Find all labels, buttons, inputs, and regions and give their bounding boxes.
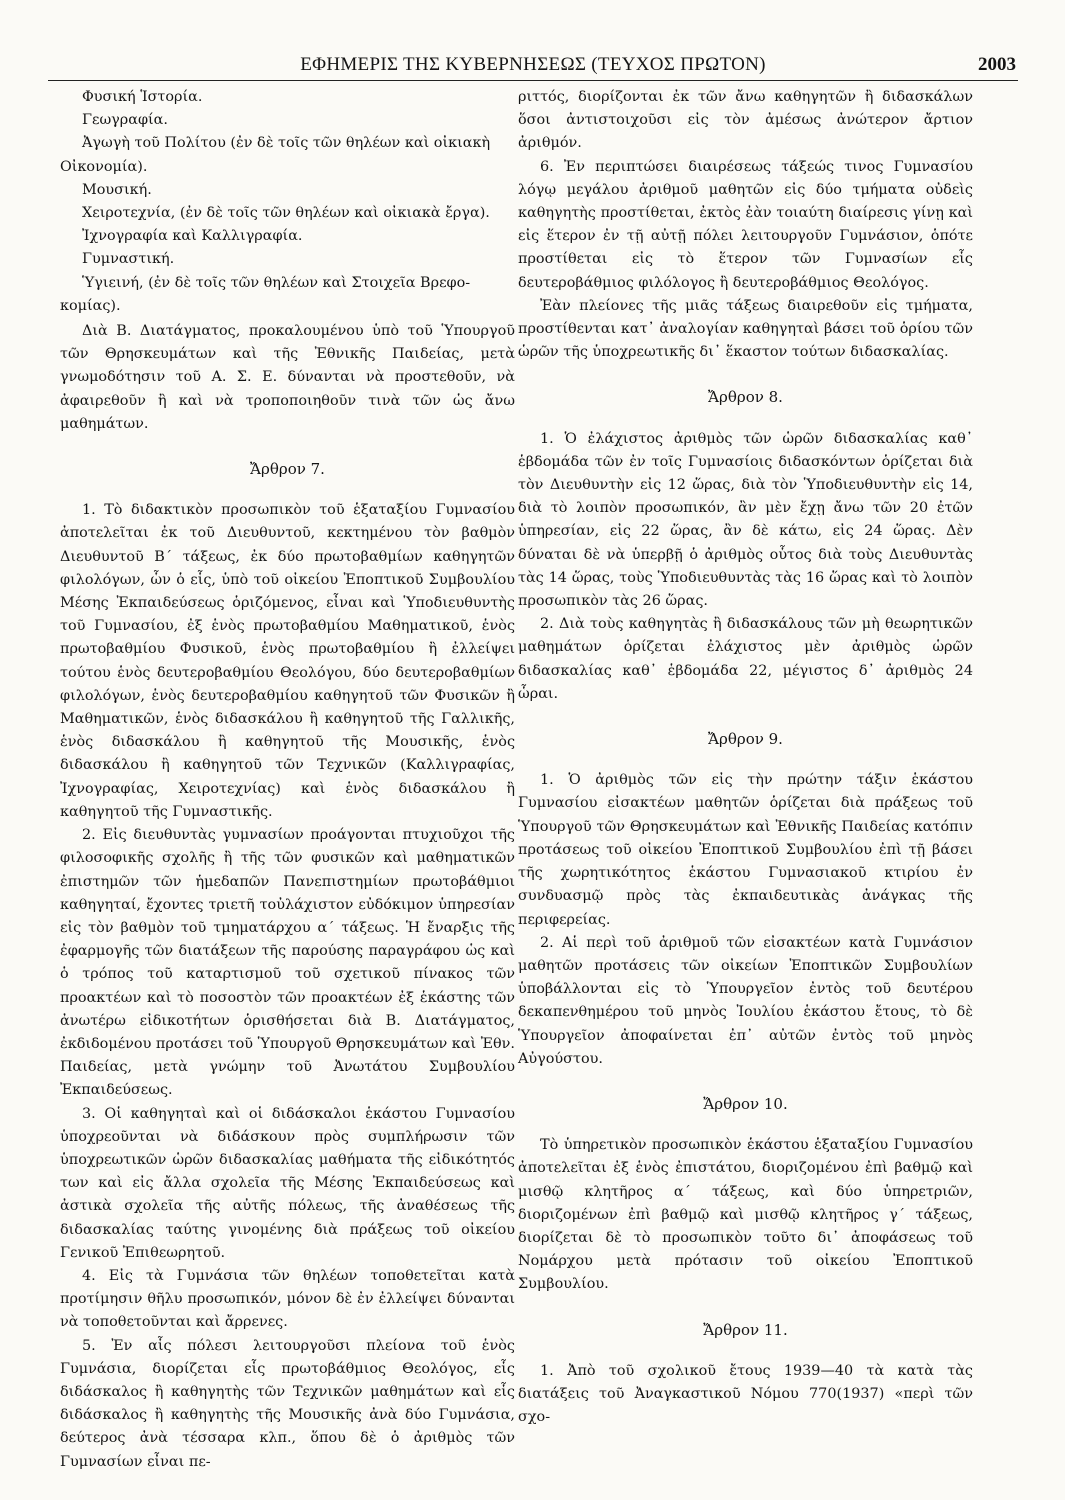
article-7-paragraph-3: 3. Οἱ καθηγηταὶ καὶ οἱ διδάσκαλοι ἑκάστου Γυμνασίου ὑποχρεοῦνται νὰ διδάσκουν πρὸς συμπλήρωσιν τῶν ὑποχρεωτικῶν ὡρῶν διδασκαλίας μαθήματα τῆς εἰδικότητός των καὶ εἰς ἄλλα σχολεῖα τῆς Μέσης Ἐκπαιδεύσεως καὶ ἀστικὰ σχολεῖα τῆς αὐτῆς πόλεως, τῆς ἀναθέσεως τῆς διδασκαλίας ταύτης γινομένης διὰ πράξεως τοῦ οἰκείου Γενικοῦ Ἐπιθεωρητοῦ. (60, 1105, 515, 1261)
subject-list-item: Γεωγραφία. (82, 112, 168, 129)
article-11-paragraph-1: 1. Ἀπὸ τοῦ σχολικοῦ ἔτους 1939—40 τὰ κατὰ τὰς διατάξεις τοῦ Ἀναγκαστικοῦ Νόμου 770(1937) «περὶ τῶν σχο- (518, 1362, 973, 1426)
continued-paragraph: ριττός, διορίζονται ἐκ τῶν ἄνω καθηγητῶν ἢ διδασκάλων ὅσοι ἀντιστοιχοῦσι εἰς τὸν ἀμέσως ἀνώτερον ἄρτιον ἀριθμόν. (518, 89, 973, 152)
article-8-paragraph-2: 2. Διὰ τοὺς καθηγητὰς ἢ διδασκάλους τῶν μὴ θεωρητικῶν μαθημάτων ὁρίζεται ἐλάχιστος μὲν ἀριθμὸς ὡρῶν διδασκαλίας καθ᾽ ἑβδομάδα 22, μέγιστος δ᾽ ἀριθμὸς 24 ὧραι. (518, 616, 973, 702)
article-7-paragraph-5: 5. Ἐν αἷς πόλεσι λειτουργοῦσι πλείονα τοῦ ἑνὸς Γυμνάσια, διορίζεται εἷς πρωτοβάθμιος Θεολόγος, εἷς διδάσκαλος ἢ καθηγητὴς τῶν Τεχνικῶν μαθημάτων καὶ εἷς διδάσκαλος ἢ καθηγητὴς τῆς Μουσικῆς ἀνὰ δύο Γυμνάσια, δεύτερος ἀνὰ τέσσαρα κλπ., ὅπου δὲ ὁ ἀριθμὸς τῶν Γυμνασίων εἶναι πε- (60, 1337, 515, 1470)
article-9-paragraph-1: 1. Ὁ ἀριθμὸς τῶν εἰς τὴν πρώτην τάξιν ἑκάστου Γυμνασίου εἰσακτέων μαθητῶν ὁρίζεται διὰ πράξεως τοῦ Ὑπουργοῦ τῶν Θρησκευμάτων καὶ Ἐθνικῆς Παιδείας κατόπιν προτάσεως τοῦ οἰκείου Ἐποπτικοῦ Συμβουλίου ἐπὶ τῇ βάσει τῆς χωρητικότητος ἑκάστου Γυμνασιακοῦ κτιρίου ἐν συνδυασμῷ πρὸς τὰς ἐκπαιδευτικὰς ἀνάγκας τῆς περιφερείας. (518, 772, 973, 928)
left-column (60, 86, 515, 1474)
subject-list-item: Φυσική Ἱστορία. (82, 89, 203, 105)
subject-list-item: Χειροτεχνία, (ἐν δὲ τοῖς τῶν θηλέων καὶ οἰκιακὰ ἔργα). (82, 205, 490, 222)
article-10-heading: Ἄρθρον 10. (703, 1094, 788, 1113)
article-7-paragraph-4: 4. Εἰς τὰ Γυμνάσια τῶν θηλέων τοποθετεῖται κατὰ προτίμησιν θῆλυ προσωπικόν, μόνον δὲ ἐν ἐλλείψει δύνανται νὰ τοποθετοῦνται καὶ ἄρρενες. (60, 1267, 515, 1331)
article-7-paragraph-2: 2. Εἰς διευθυντὰς γυμνασίων προάγονται πτυχιοῦχοι τῆς φιλοσοφικῆς σχολῆς ἢ τῆς τῶν φυσικῶν καὶ μαθηματικῶν ἐπιστημῶν τῶν ἡμεδαπῶν Πανεπιστημίων πρωτοβάθμιοι καθηγηταί, ἔχοντες τριετῆ τοὐλάχιστον εὐδόκιμον ὑπηρεσίαν εἰς τὸν βαθμὸν τοῦ τμηματάρχου α΄ τάξεως. Ἡ ἔναρξις τῆς ἐφαρμογῆς τῶν διατάξεων τῆς παρούσης παραγράφου ὡς καὶ ὁ τρόπος τοῦ καταρτισμοῦ τοῦ σχετικοῦ πίνακος τῶν προακτέων καὶ τὸ ποσοστὸν τῶν προακτέων ἐξ ἑκάστης τῶν ἀνωτέρω εἰδικοτήτων ὁρισθήσεται διὰ Β. Διατάγματος, ἐκδιδομένου προτάσει τοῦ Ὑπουργοῦ Θρησκευμάτων καὶ Ἐθν. Παιδείας, μετὰ γνώμην τοῦ Ἀνωτάτου Συμβουλίου Ἐκπαιδεύσεως. (60, 827, 515, 1099)
article-7-heading: Ἄρθρον 7. (250, 460, 325, 479)
article-7-paragraph-1: 1. Τὸ διδακτικὸν προσωπικὸν τοῦ ἑξαταξίου Γυμνασίου ἀποτελεῖται ἐκ τοῦ Διευθυντοῦ, κεκτημένου τὸν βαθμὸν Διευθυντοῦ Β΄ τάξεως, ἐκ δύο πρωτοβαθμίων καθηγητῶν φιλολόγων, ὧν ὁ εἷς, ὑπὸ τοῦ οἰκείου Ἐποπτικοῦ Συμβουλίου Μέσης Ἐκπαιδεύσεως ὁριζόμενος, εἶναι καὶ Ὑποδιευθυντὴς τοῦ Γυμνασίου, ἐξ ἑνὸς πρωτοβαθμίου Μαθηματικοῦ, ἑνὸς πρωτοβαθμίου Φυσικοῦ, ἑνὸς πρωτοβαθμίου ἢ ἐλλείψει τούτου ἑνὸς δευτεροβαθμίου Θεολόγου, δύο δευτεροβαθμίων φιλολόγων, ἑνὸς δευτεροβαθμίου καθηγητοῦ τῶν Φυσικῶν ἢ Μαθηματικῶν, ἑνὸς διδασκάλου ἢ καθηγητοῦ τῆς Γαλλικῆς, ἑνὸς διδασκάλου ἢ καθηγητοῦ τῆς Μουσικῆς, ἑνὸς διδασκάλου ἢ καθηγητοῦ τῶν Τεχνικῶν (Καλλιγραφίας, Ἰχνογραφίας, Χειροτεχνίας) καὶ ἑνὸς διδασκάλου ἢ καθηγητοῦ τῆς Γυμναστικῆς. (60, 502, 515, 820)
page-number: 2003 (978, 54, 1016, 75)
page-header (48, 50, 1018, 81)
subject-list-item: Γυμναστική. (82, 251, 175, 268)
gazette-title: ΕΦΗΜΕΡΙΣ ΤΗΣ ΚΥΒΕΡΝΗΣΕΩΣ (ΤΕΥΧΟΣ ΠΡΩΤΟΝ) (300, 54, 766, 75)
subject-list-item-continued: κομίας). (60, 297, 121, 314)
article-10-paragraph: Τὸ ὑπηρετικὸν προσωπικὸν ἑκάστου ἑξαταξίου Γυμνασίου ἀποτελεῖται ἐξ ἑνὸς ἐπιστάτου, διοριζομένου ἐπὶ βαθμῷ καὶ μισθῷ κλητῆρος α΄ τάξεως, καὶ δύο ὑπηρετριῶν, διοριζομένων ἐπὶ βαθμῷ καὶ μισθῷ κλητῆρος γ΄ τάξεως, διορίζεται δὲ τὸ προσωπικὸν τοῦτο δι᾽ ἀποφάσεως τοῦ Νομάρχου μετὰ πρότασιν τοῦ οἰκείου Ἐποπτικοῦ Συμβουλίου. (518, 1137, 973, 1293)
paragraph-6-continued: Ἐὰν πλείονες τῆς μιᾶς τάξεως διαιρεθοῦν εἰς τμήματα, προστίθενται κατ᾽ ἀναλογίαν καθηγηταὶ βάσει τοῦ ὁρίου τῶν ὡρῶν τῆς ὑποχρεωτικῆς δι᾽ ἕκαστον τούτων διδασκαλίας. (518, 297, 973, 361)
article-9-heading: Ἄρθρον 9. (708, 730, 783, 749)
right-column (518, 86, 973, 1429)
subject-list-item: Μουσική. (82, 181, 152, 198)
subject-list-item: Ἀγωγὴ τοῦ Πολίτου (ἐν δὲ τοῖς τῶν θηλέων καὶ οἰκιακὴ (82, 135, 491, 152)
subject-list-item-continued: Οἰκονομία). (60, 158, 148, 175)
subject-list-item: Ἰχνογραφία καὶ Καλλιγραφία. (82, 228, 303, 245)
subject-list-item: Ὑγιεινή, (ἐν δὲ τοῖς τῶν θηλέων καὶ Στοιχεῖα Βρεφο- (82, 274, 471, 291)
article-9-paragraph-2: 2. Αἱ περὶ τοῦ ἀριθμοῦ τῶν εἰσακτέων κατὰ Γυμνάσιον μαθητῶν προτάσεις τῶν οἰκείων Ἐποπτικῶν Συμβουλίων ὑποβάλλονται εἰς τὸ Ὑπουργεῖον ἐντὸς τοῦ δευτέρου δεκαπενθημέρου τοῦ μηνὸς Ἰουλίου ἑκάστου ἔτους, τὸ δὲ Ὑπουργεῖον ἀποφαίνεται ἐπ᾽ αὐτῶν ἐντὸς τοῦ μηνὸς Αὐγούστου. (518, 934, 973, 1067)
article-8-paragraph-1: 1. Ὁ ἐλάχιστος ἀριθμὸς τῶν ὡρῶν διδασκαλίας καθ᾽ ἑβδομάδα τῶν ἐν τοῖς Γυμνασίοις διδασκόντων ὁρίζεται διὰ τὸν Διευθυντὴν εἰς 12 ὥρας, διὰ τὸν Ὑποδιευθυντὴν εἰς 14, διὰ τὸ λοιπὸν προσωπικόν, ἂν μὲν ἔχῃ ἄνω τῶν 20 ἐτῶν ὑπηρεσίαν, εἰς 22 ὥρας, ἂν δὲ κάτω, εἰς 24 ὥρας. Δὲν δύναται δὲ νὰ ὑπερβῇ ὁ ἀριθμὸς οὗτος διὰ τοὺς Διευθυντὰς τὰς 14 ὥρας, τοὺς Ὑποδιευθυντὰς τὰς 16 ὥρας καὶ τὸ λοιπὸν προσωπικὸν τὰς 26 ὥρας. (518, 430, 973, 610)
paragraph-6: 6. Ἐν περιπτώσει διαιρέσεως τάξεώς τινος Γυμνασίου λόγῳ μεγάλου ἀριθμοῦ μαθητῶν εἰς δύο τμήματα οὐδεὶς καθηγητὴς προστίθεται, ἐκτὸς ἐὰν τοιαύτη διαίρεσις γίνῃ καὶ εἰς ἕτερον ἐν τῇ αὐτῇ πόλει λειτουργοῦν Γυμνάσιον, ὁπότε προστίθεται εἰς τὸ ἕτερον τῶν Γυμνασίων εἷς δευτεροβάθμιος φιλόλογος ἢ δευτεροβάθμιος Θεολόγος. (518, 158, 973, 291)
article-8-heading: Ἄρθρον 8. (708, 388, 783, 407)
article-11-heading: Ἄρθρον 11. (703, 1320, 788, 1339)
decree-paragraph: Διὰ Β. Διατάγματος, προκαλουμένου ὑπὸ τοῦ Ὑπουργοῦ τῶν Θρησκευμάτων καὶ τῆς Ἐθνικῆς Παιδείας, μετὰ γνωμοδότησιν τοῦ Α. Σ. Ε. δύνανται νὰ προστεθοῦν, νὰ ἀφαιρεθοῦν ἢ καὶ νὰ τροποποιηθοῦν τινὰ τῶν ὡς ἄνω μαθημάτων. (60, 323, 515, 432)
